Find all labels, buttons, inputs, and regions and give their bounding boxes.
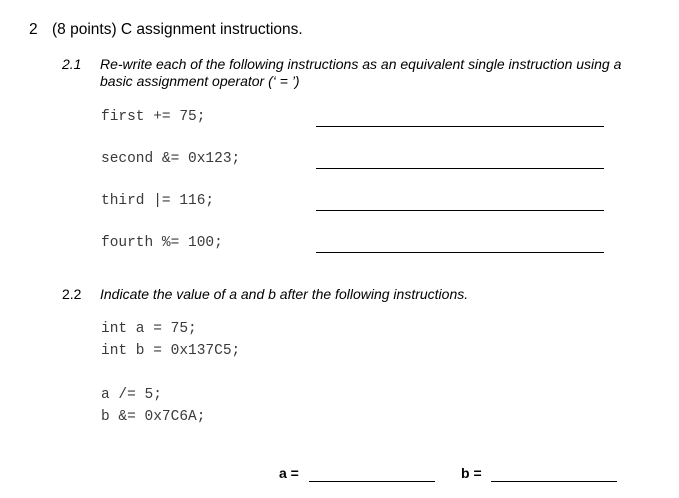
part-2-1-number: 2.1 [62, 56, 82, 72]
operation-b: b &= 0x7C6A; [101, 409, 206, 425]
part-2-2-instruction: Indicate the value of a and b after the following instructions. [100, 286, 469, 302]
rewrite-item-second: second &= 0x123; [101, 151, 241, 167]
part-2-2-number: 2.2 [62, 286, 82, 302]
part-2-1-instruction-line1: Re-write each of the following instructions as an equivalent single instruction using a [100, 56, 622, 72]
rewrite-item-third: third |= 116; [101, 193, 215, 209]
answer-b-label: b = [461, 465, 482, 481]
part-2-1-instruction-line2: basic assignment operator (‘ = ’) [100, 73, 300, 89]
declaration-a: int a = 75; [101, 321, 197, 337]
operation-a: a /= 5; [101, 387, 162, 403]
question-number: 2 [29, 21, 38, 38]
answer-blank-second[interactable] [316, 168, 604, 169]
rewrite-item-fourth: fourth %= 100; [101, 235, 223, 251]
answer-blank-third[interactable] [316, 210, 604, 211]
answer-blank-first[interactable] [316, 126, 604, 127]
answer-b-blank[interactable] [491, 481, 617, 482]
answer-blank-fourth[interactable] [316, 252, 604, 253]
declaration-b: int b = 0x137C5; [101, 343, 241, 359]
question-title: (8 points) C assignment instructions. [52, 21, 303, 38]
answer-a-blank[interactable] [309, 481, 435, 482]
answer-a-label: a = [279, 465, 299, 481]
rewrite-item-first: first += 75; [101, 109, 206, 125]
